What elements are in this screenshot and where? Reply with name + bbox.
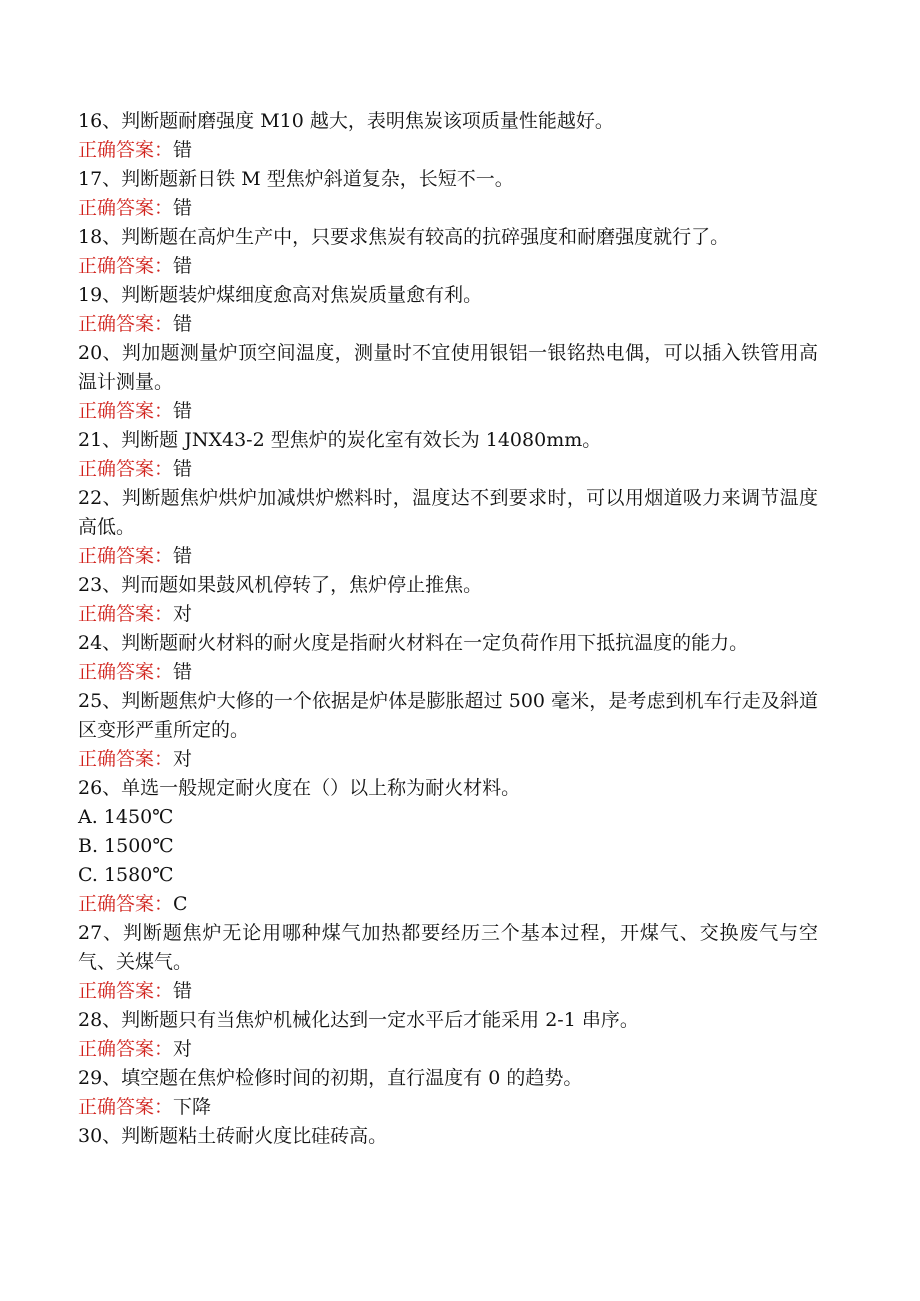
option-a: A. 1450℃ xyxy=(78,806,174,828)
question-28 xyxy=(78,1006,818,1064)
answer-value: 错 xyxy=(173,197,193,219)
answer-label: 正确答案： xyxy=(78,1096,174,1118)
answer-line xyxy=(78,658,818,687)
answer-value: 错 xyxy=(173,661,193,683)
answer-value: C xyxy=(173,893,188,915)
question-30 xyxy=(78,1122,818,1151)
answer-value: 错 xyxy=(173,313,193,335)
answer-line xyxy=(78,310,818,339)
document-page xyxy=(78,107,818,1151)
answer-label: 正确答案： xyxy=(78,139,174,161)
answer-line xyxy=(78,397,818,426)
answer-label: 正确答案： xyxy=(78,603,174,625)
answer-line xyxy=(78,1035,818,1064)
question-text: 29、填空题在焦炉检修时间的初期，直行温度有 0 的趋势。 xyxy=(78,1067,583,1089)
question-25 xyxy=(78,687,818,774)
question-20 xyxy=(78,339,818,426)
answer-label: 正确答案： xyxy=(78,893,174,915)
answer-value: 对 xyxy=(173,603,193,625)
question-text: 23、判而题如果鼓风机停转了，焦炉停止推焦。 xyxy=(78,574,483,596)
question-18 xyxy=(78,223,818,281)
question-text: 21、判断题 JNX43-2 型焦炉的炭化室有效长为 14080mm。 xyxy=(78,429,602,451)
answer-line xyxy=(78,745,818,774)
answer-line xyxy=(78,1093,818,1122)
question-text: 22、判断题焦炉烘炉加减烘炉燃料时，温度达不到要求时，可以用烟道吸力来调节温度高低。 xyxy=(78,487,818,538)
question-17 xyxy=(78,165,818,223)
answer-label: 正确答案： xyxy=(78,255,174,277)
question-text: 19、判断题装炉煤细度愈高对焦炭质量愈有利。 xyxy=(78,284,483,306)
answer-label: 正确答案： xyxy=(78,748,174,770)
answer-label: 正确答案： xyxy=(78,400,174,422)
question-16 xyxy=(78,107,818,165)
question-text: 24、判断题耐火材料的耐火度是指耐火材料在一定负荷作用下抵抗温度的能力。 xyxy=(78,632,749,654)
answer-value: 错 xyxy=(173,139,193,161)
answer-label: 正确答案： xyxy=(78,661,174,683)
answer-label: 正确答案： xyxy=(78,980,174,1002)
option-b: B. 1500℃ xyxy=(78,835,174,857)
question-text: 26、单选一般规定耐火度在（）以上称为耐火材料。 xyxy=(78,777,521,799)
question-24 xyxy=(78,629,818,687)
answer-value: 对 xyxy=(173,748,193,770)
answer-line xyxy=(78,600,818,629)
answer-value: 下降 xyxy=(173,1096,212,1118)
answer-line xyxy=(78,455,818,484)
answer-label: 正确答案： xyxy=(78,458,174,480)
question-text: 20、判加题测量炉顶空间温度，测量时不宜使用银铝一银铭热电偶，可以插入铁管用高温计测量。 xyxy=(78,342,818,393)
question-19 xyxy=(78,281,818,339)
answer-line xyxy=(78,136,818,165)
question-text: 18、判断题在高炉生产中，只要求焦炭有较高的抗碎强度和耐磨强度就行了。 xyxy=(78,226,730,248)
answer-line xyxy=(78,977,818,1006)
answer-line xyxy=(78,890,818,919)
answer-value: 错 xyxy=(173,400,193,422)
question-text: 30、判断题粘土砖耐火度比硅砖高。 xyxy=(78,1125,388,1147)
answer-value: 错 xyxy=(173,980,193,1002)
question-text: 17、判断题新日铁 M 型焦炉斜道复杂，长短不一。 xyxy=(78,168,514,190)
question-text: 25、判断题焦炉大修的一个依据是炉体是膨胀超过 500 毫米，是考虑到机车行走及斜道区变形严重所定的。 xyxy=(78,690,818,741)
question-26 xyxy=(78,774,818,919)
question-22 xyxy=(78,484,818,571)
answer-line xyxy=(78,542,818,571)
answer-value: 错 xyxy=(173,545,193,567)
answer-label: 正确答案： xyxy=(78,1038,174,1060)
question-23 xyxy=(78,571,818,629)
answer-value: 错 xyxy=(173,458,193,480)
question-29 xyxy=(78,1064,818,1122)
question-27 xyxy=(78,919,818,1006)
question-text: 16、判断题耐磨强度 M10 越大，表明焦炭该项质量性能越好。 xyxy=(78,110,614,132)
answer-label: 正确答案： xyxy=(78,313,174,335)
option-c: C. 1580℃ xyxy=(78,864,174,886)
question-21 xyxy=(78,426,818,484)
answer-value: 错 xyxy=(173,255,193,277)
answer-line xyxy=(78,252,818,281)
answer-value: 对 xyxy=(173,1038,193,1060)
question-text: 28、判断题只有当焦炉机械化达到一定水平后才能采用 2-1 串序。 xyxy=(78,1009,639,1031)
question-text: 27、判断题焦炉无论用哪种煤气加热都要经历三个基本过程，开煤气、交换废气与空气、关煤气。 xyxy=(78,922,818,973)
answer-line xyxy=(78,194,818,223)
answer-label: 正确答案： xyxy=(78,197,174,219)
answer-label: 正确答案： xyxy=(78,545,174,567)
